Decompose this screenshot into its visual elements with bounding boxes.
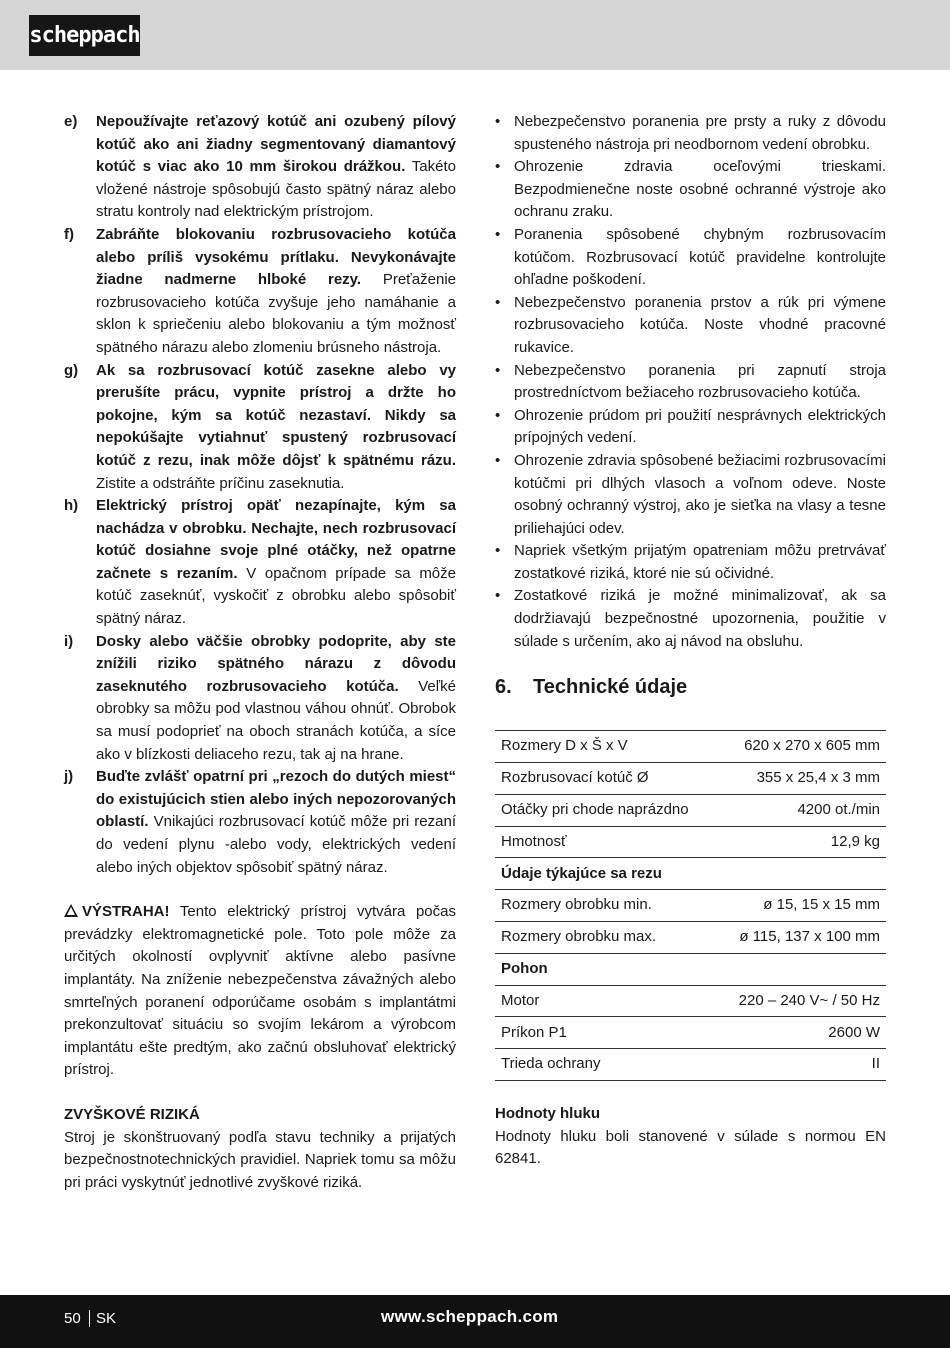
instruction-plain-text: Takéto vložené nástroje spôsobujú často spätný náraz alebo stratu kontroly nad elektrickým prístrojom. xyxy=(96,158,456,221)
instruction-bold-text: Zabráňte blokovaniu rozbrusovacieho kotúča alebo príliš vysokému prítlaku. Nevykonávajte žiadne nadmerne hlboké rezy. xyxy=(96,225,456,289)
website-link[interactable]: www.scheppach.com xyxy=(381,1307,559,1326)
language-code: SK xyxy=(96,1310,117,1327)
spec-key: Rozmery obrobku min. xyxy=(495,890,716,922)
risk-bullet: • Ohrozenie prúdom pri použití nesprávnych elektrických prípojných vedení. xyxy=(495,405,886,450)
instruction-item xyxy=(64,224,456,360)
instruction-bold-text: Elektrický prístroj opäť nezapínajte, kým sa nachádza v obrobku. Nechajte, nech rozbrusovací kotúč dosiahne svoje plné otáčky, než opatrne začnete s rezaním. xyxy=(96,497,456,582)
risk-bullet: • Ohrozenie zdravia oceľovými trieskami. Bezpodmienečne noste osobné ochranné výstroje ako ochranu zraku. xyxy=(495,156,886,224)
warning-text: Tento elektrický prístroj vytvára počas prevádzky elektromagnetické pole. Toto pole môže za určitých okolností ovplyvniť aktívne alebo pasívne implantáty. Na zníženie nebezpečenstva závažných alebo smrteľných poranení odporúčame osobám s implantátmi prekonzultovať situáciu so svojím lekárom a výrobcom implantátu ešte predtým, ako začnú obsluhovať elektrický prístroj. xyxy=(64,903,456,1079)
left-column xyxy=(64,111,456,1194)
section-title: Technické údaje xyxy=(533,676,688,699)
instruction-bold-text: Dosky alebo väčšie obrobky podoprite, aby ste znížili riziko spätného nárazu z dôvodu zaseknutého rozbrusovacieho kotúča. xyxy=(96,632,456,695)
warning-triangle-icon xyxy=(64,904,78,917)
risk-bullet: • Nebezpečenstvo poranenia prstov a rúk pri výmene rozbrusovacieho kotúča. Noste vhodné pracovné rukavice. xyxy=(495,292,886,360)
instruction-item xyxy=(64,360,456,496)
warning-label: VÝSTRAHA! xyxy=(82,903,170,921)
section-heading xyxy=(495,673,886,701)
noise-values-title: Hodnoty hluku xyxy=(495,1105,600,1123)
spec-key: Otáčky pri chode naprázdno xyxy=(495,794,716,826)
spec-value: II xyxy=(716,1049,886,1081)
residual-risks-text: Stroj je skonštruovaný podľa stavu techniky a prijatých bezpečnostnotechnických pravidiel. Napriek tomu sa môžu pri práci vyskytnúť jednotlivé zvyškové riziká. xyxy=(64,1128,456,1191)
instruction-text xyxy=(96,111,456,224)
instruction-text xyxy=(96,631,456,767)
risk-bullet: • Nebezpečenstvo poranenia pri zapnutí stroja prostredníctvom bežiaceho rozbrusovacieho kotúča. xyxy=(495,360,886,405)
instruction-item xyxy=(64,111,456,224)
section-number: 6. xyxy=(495,676,512,699)
spec-key: Údaje týkajúce sa rezu xyxy=(495,858,716,890)
spec-key: Motor xyxy=(495,985,716,1017)
spec-value: 220 – 240 V~ / 50 Hz xyxy=(716,985,886,1017)
safety-instructions-list xyxy=(64,111,456,879)
page-number: 50 xyxy=(64,1310,81,1327)
noise-values-text: Hodnoty hluku boli stanovené v súlade s normou EN 62841. xyxy=(495,1127,886,1168)
technical-data-table xyxy=(495,730,886,1081)
instruction-text xyxy=(96,360,456,496)
spec-row xyxy=(495,922,886,954)
instruction-label: e) xyxy=(64,113,78,130)
instruction-item xyxy=(64,631,456,767)
risk-bullet: • Napriek všetkým prijatým opatreniam môžu pretrvávať zostatkové riziká, ktoré nie sú očividné. xyxy=(495,540,886,585)
instruction-text xyxy=(96,224,456,360)
instruction-item xyxy=(64,766,456,879)
spec-value: 355 x 25,4 x 3 mm xyxy=(716,763,886,795)
instruction-bold-text: Buďte zvlášť opatrní pri „rezoch do dutých miest“ do existujúcich stien alebo iných nepozorovaných oblastí. xyxy=(96,768,456,831)
spec-subheading-row xyxy=(495,858,886,890)
spec-key: Príkon P1 xyxy=(495,1017,716,1049)
page-footer xyxy=(0,1295,950,1348)
spec-row xyxy=(495,985,886,1017)
instruction-plain-text: V opačnom prípade sa môže kotúč zaseknúť, vyskočiť z obrobku alebo spôsobiť spätný náraz. xyxy=(96,564,456,628)
spec-key: Rozmery D x Š x V xyxy=(495,731,716,763)
spec-key: Rozbrusovací kotúč Ø xyxy=(495,763,716,795)
spec-value: ø 15, 15 x 15 mm xyxy=(716,890,886,922)
instruction-label: j) xyxy=(64,768,74,786)
spec-value: ø 115, 137 x 100 mm xyxy=(716,922,886,954)
spec-value xyxy=(716,953,886,985)
spec-value: 620 x 270 x 605 mm xyxy=(716,731,886,763)
spec-value: 4200 ot./min xyxy=(716,794,886,826)
risk-bullet: • Nebezpečenstvo poranenia pre prsty a ruky z dôvodu spusteného nástroja pri neodbornom vedení obrobku. xyxy=(495,111,886,156)
footer-divider xyxy=(89,1310,90,1327)
instruction-label: i) xyxy=(64,632,74,650)
spec-value: 2600 W xyxy=(716,1017,886,1049)
instruction-plain-text: Preťaženie rozbrusovacieho kotúča zvyšuje jeho namáhanie a sklon k spriečeniu alebo blokovaniu a tým možnosť spätného nárazu alebo zlomeniu brúsneho nástroja. xyxy=(96,271,456,356)
spec-key: Pohon xyxy=(495,953,716,985)
instruction-plain-text: Zistite a odstráňte príčinu zaseknutia. xyxy=(96,474,345,492)
warning-paragraph xyxy=(64,901,456,1082)
instruction-bold-text: Ak sa rozbrusovací kotúč zasekne alebo vy prerušíte prácu, vypnite prístroj a držte ho pokojne, kým sa kotúč nezastaví. Nikdy sa nepokúšajte vytiahnuť spustený rozbrusovací kotúč z rezu, inak môže dôjsť k spätnému rázu. xyxy=(96,361,456,469)
instruction-label: f) xyxy=(64,225,74,243)
brand-logo: scheppach xyxy=(29,15,140,56)
spec-row xyxy=(495,794,886,826)
page-header xyxy=(0,0,950,70)
instruction-label: g) xyxy=(64,361,79,379)
spec-row xyxy=(495,826,886,858)
instruction-plain-text: Veľké obrobky sa môžu pod vlastnou váhou ohnúť. Obrobok sa musí podoprieť na oboch stranách kotúča, a síce ako v blízkosti deliaceho rezu, tak aj na hrane. xyxy=(96,677,456,763)
risk-bullet-list xyxy=(495,111,886,653)
spec-row xyxy=(495,763,886,795)
instruction-label: h) xyxy=(64,497,79,515)
risk-bullet: • Poranenia spôsobené chybným rozbrusovacím kotúčom. Rozbrusovací kotúč pravidelne kontrolujte ohľadne poškodení. xyxy=(495,224,886,292)
instruction-item xyxy=(64,495,456,631)
right-column xyxy=(495,111,886,1171)
spec-key: Trieda ochrany xyxy=(495,1049,716,1081)
instruction-text xyxy=(96,495,456,631)
spec-key: Hmotnosť xyxy=(495,826,716,858)
instruction-plain-text: Vnikajúci rozbrusovací kotúč môže pri rezaní do vedení plynu -alebo vody, elektrických vedení alebo iných objektov spôsobiť spätný náraz. xyxy=(96,813,456,876)
risk-bullet: • Zostatkové riziká je možné minimalizovať, ak sa dodržiavajú bezpečnostné upozornenia, použitie v súlade s určením, ako aj návod na obsluhu. xyxy=(495,585,886,653)
spec-key: Rozmery obrobku max. xyxy=(495,922,716,954)
spec-subheading-row xyxy=(495,953,886,985)
instruction-bold-text: Nepoužívajte reťazový kotúč ani ozubený pílový kotúč ako ani žiadny segmentovaný diamantový kotúč s viac ako 10 mm širokou drážkou. xyxy=(96,113,456,176)
risk-bullet: • Ohrozenie zdravia spôsobené bežiacimi rozbrusovacími kotúčmi pri dlhých vlasoch a voľnom odeve. Noste osobný ochranný výstroj, ako je sieťka na vlasy a tesne priliehajúci odev. xyxy=(495,450,886,540)
residual-risks-title: ZVYŠKOVÉ RIZIKÁ xyxy=(64,1105,200,1123)
spec-row xyxy=(495,890,886,922)
spec-row xyxy=(495,731,886,763)
instruction-text xyxy=(96,766,456,879)
spec-row xyxy=(495,1049,886,1081)
spec-value: 12,9 kg xyxy=(716,826,886,858)
spec-value xyxy=(716,858,886,890)
spec-row xyxy=(495,1017,886,1049)
